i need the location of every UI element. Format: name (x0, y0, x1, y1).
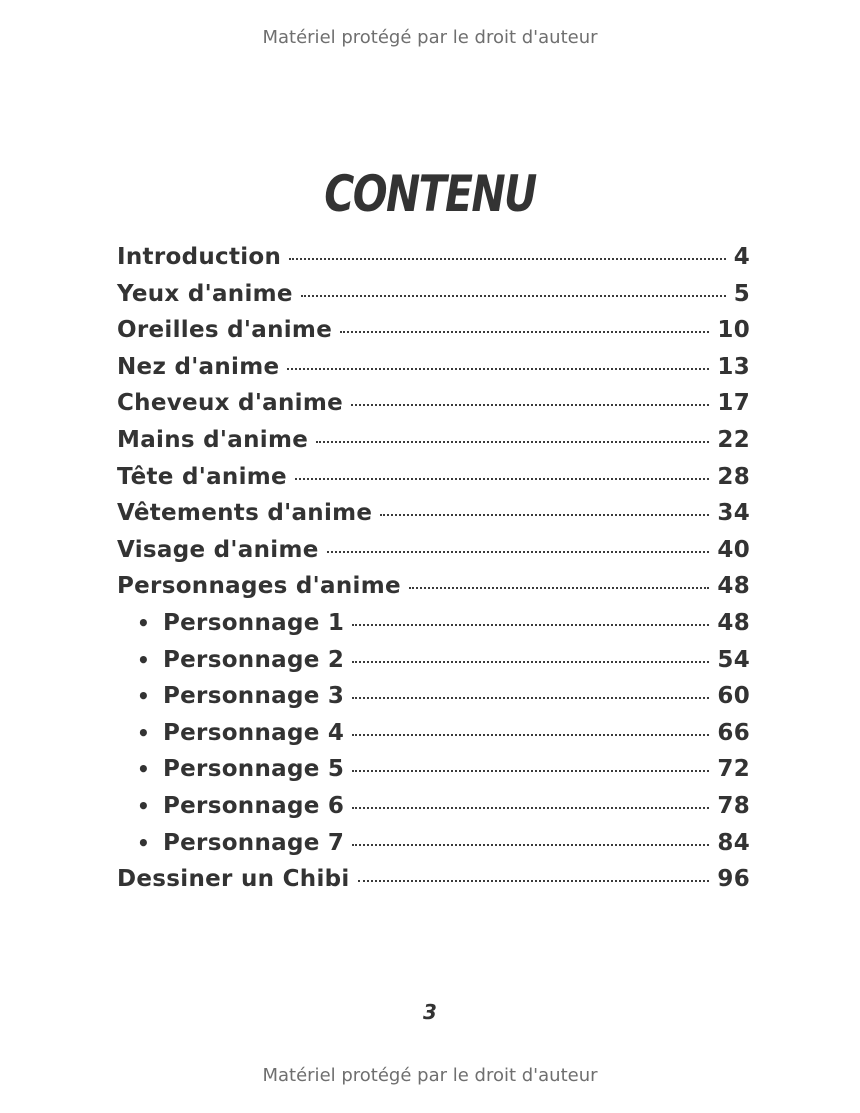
dot-leader (327, 551, 710, 553)
bullet-icon: • (137, 757, 151, 782)
toc-entry[interactable] (117, 866, 750, 903)
toc-entry-label: Personnage 6 (163, 792, 345, 819)
toc-entry-label: Cheveux d'anime (117, 390, 344, 417)
dot-leader (352, 697, 709, 699)
toc-entry-page: 40 (717, 536, 750, 563)
toc-entry-label: Yeux d'anime (117, 280, 293, 307)
dot-leader (380, 514, 709, 516)
dot-leader (352, 734, 709, 736)
table-of-contents (117, 244, 750, 903)
toc-entry-page: 10 (717, 317, 750, 344)
page-title: CONTENU (324, 165, 536, 223)
toc-entry-label: Dessiner un Chibi (117, 866, 350, 893)
toc-entry-page: 96 (717, 866, 750, 893)
toc-entry-page: 48 (717, 609, 750, 636)
toc-entry-label: Personnage 5 (163, 756, 345, 783)
dot-leader (352, 844, 709, 846)
toc-entry-label: Personnage 3 (163, 683, 345, 710)
bullet-icon: • (137, 610, 151, 635)
dot-leader (340, 331, 709, 333)
dot-leader (352, 770, 709, 772)
bullet-icon: • (137, 793, 151, 818)
toc-subentry[interactable] (117, 683, 750, 720)
toc-entry-label: Vêtements d'anime (117, 500, 373, 527)
toc-entry[interactable] (117, 537, 750, 574)
toc-entry-page: 60 (717, 683, 750, 710)
bullet-icon: • (137, 830, 151, 855)
toc-entry-label: Personnage 1 (163, 609, 345, 636)
toc-entry[interactable] (117, 317, 750, 354)
toc-entry-page: 28 (717, 463, 750, 490)
toc-entry[interactable] (117, 464, 750, 501)
toc-entry-page: 34 (717, 500, 750, 527)
toc-entry-label: Personnage 4 (163, 719, 345, 746)
toc-entry-page: 66 (717, 719, 750, 746)
toc-subentry[interactable] (117, 830, 750, 867)
copyright-watermark-top: Matériel protégé par le droit d'auteur (262, 27, 598, 48)
dot-leader (351, 404, 709, 406)
toc-subentry[interactable] (117, 610, 750, 647)
dot-leader (289, 258, 725, 260)
toc-entry[interactable] (117, 500, 750, 537)
dot-leader (352, 661, 709, 663)
dot-leader (301, 295, 726, 297)
bullet-icon: • (137, 684, 151, 709)
dot-leader (409, 587, 710, 589)
toc-entry-label: Personnage 2 (163, 646, 345, 673)
toc-entry[interactable] (117, 427, 750, 464)
dot-leader (352, 807, 709, 809)
toc-entry-page: 13 (717, 353, 750, 380)
toc-entry[interactable] (117, 281, 750, 318)
bullet-icon: • (137, 720, 151, 745)
toc-entry-page: 72 (717, 756, 750, 783)
toc-entry-page: 54 (717, 646, 750, 673)
toc-entry[interactable] (117, 244, 750, 281)
toc-entry[interactable] (117, 354, 750, 391)
dot-leader (316, 441, 709, 443)
page-number: 3 (423, 1000, 437, 1024)
dot-leader (295, 478, 709, 480)
toc-entry-page: 84 (717, 829, 750, 856)
toc-entry[interactable] (117, 390, 750, 427)
toc-entry-label: Visage d'anime (117, 536, 319, 563)
toc-entry-page: 17 (717, 390, 750, 417)
toc-entry-label: Introduction (117, 244, 282, 270)
bullet-icon: • (137, 647, 151, 672)
toc-entry-label: Nez d'anime (117, 353, 280, 380)
toc-entry[interactable] (117, 573, 750, 610)
toc-entry-label: Oreilles d'anime (117, 317, 333, 344)
toc-entry-page: 5 (733, 280, 750, 307)
toc-entry-page: 78 (717, 792, 750, 819)
toc-subentry[interactable] (117, 647, 750, 684)
toc-entry-label: Personnage 7 (163, 829, 345, 856)
toc-entry-page: 4 (733, 244, 750, 270)
toc-subentry[interactable] (117, 720, 750, 757)
toc-subentry[interactable] (117, 756, 750, 793)
dot-leader (358, 880, 710, 882)
toc-entry-label: Tête d'anime (117, 463, 287, 490)
toc-entry-page: 48 (717, 573, 750, 600)
toc-entry-label: Mains d'anime (117, 426, 309, 453)
toc-entry-label: Personnages d'anime (117, 573, 401, 600)
dot-leader (287, 368, 709, 370)
toc-subentry[interactable] (117, 793, 750, 830)
copyright-watermark-bottom: Matériel protégé par le droit d'auteur (262, 1065, 598, 1086)
dot-leader (352, 624, 709, 626)
toc-entry-page: 22 (717, 426, 750, 453)
